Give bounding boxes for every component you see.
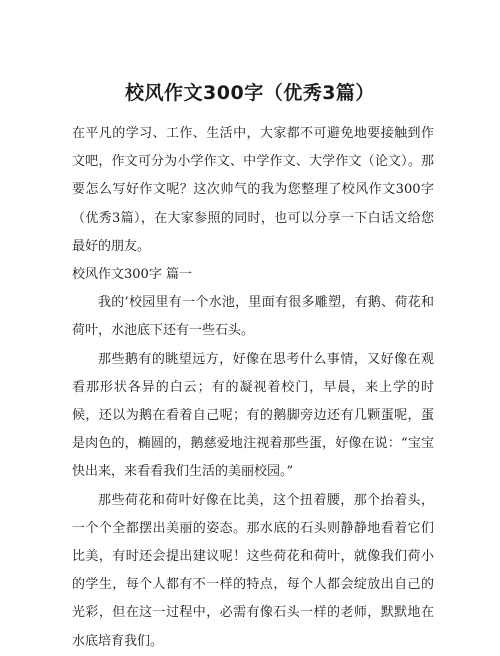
document-title: 校风作文300字（优秀3篇）: [125, 82, 375, 104]
document-body: [72, 120, 434, 656]
body-paragraph-3: 那些荷花和荷叶好像在比美，这个扭着腰，那个抬着头，一个个全都摆出美丽的姿态。那水底的石头则静静地看着它们比美，有时还会提出建议呢！这些荷花和荷叶，就像我们荷小的学生，每个人都有不一样的特点，每个人都会绽放出自己的光彩，但在这一过程中，必需有像石头一样的老师，默默地在水底培育我们。: [72, 492, 434, 649]
body-paragraph-2: 那些鹅有的眺望远方，好像在思考什么事情，又好像在观看那形状各异的白云；有的凝视着校门，早晨，来上学的时候，还以为鹅在看着自己呢；有的鹅脚旁边还有几颗蛋呢，蛋是肉色的，椭圆的，鹅慈爱地注视着那些蛋，好像在说：“宝宝快出来，来看看我们生活的美丽校园。”: [72, 351, 434, 480]
section-heading: 校风作文300字 篇一: [72, 267, 192, 283]
body-paragraph-1: 我的’校园里有一个水池，里面有很多雕塑，有鹅、荷花和荷叶，水池底下还有一些石头。: [72, 295, 434, 339]
intro-paragraph: 在平凡的学习、工作、生活中，大家都不可避免地要接触到作文吧，作文可分为小学作文、中学作文、大学作文（论文）。那要怎么写好作文呢？这次帅气的我为您整理了校风作文300字（优秀3篇），在大家参照的同时，也可以分享一下白话文给您最好的朋友。: [72, 126, 434, 254]
